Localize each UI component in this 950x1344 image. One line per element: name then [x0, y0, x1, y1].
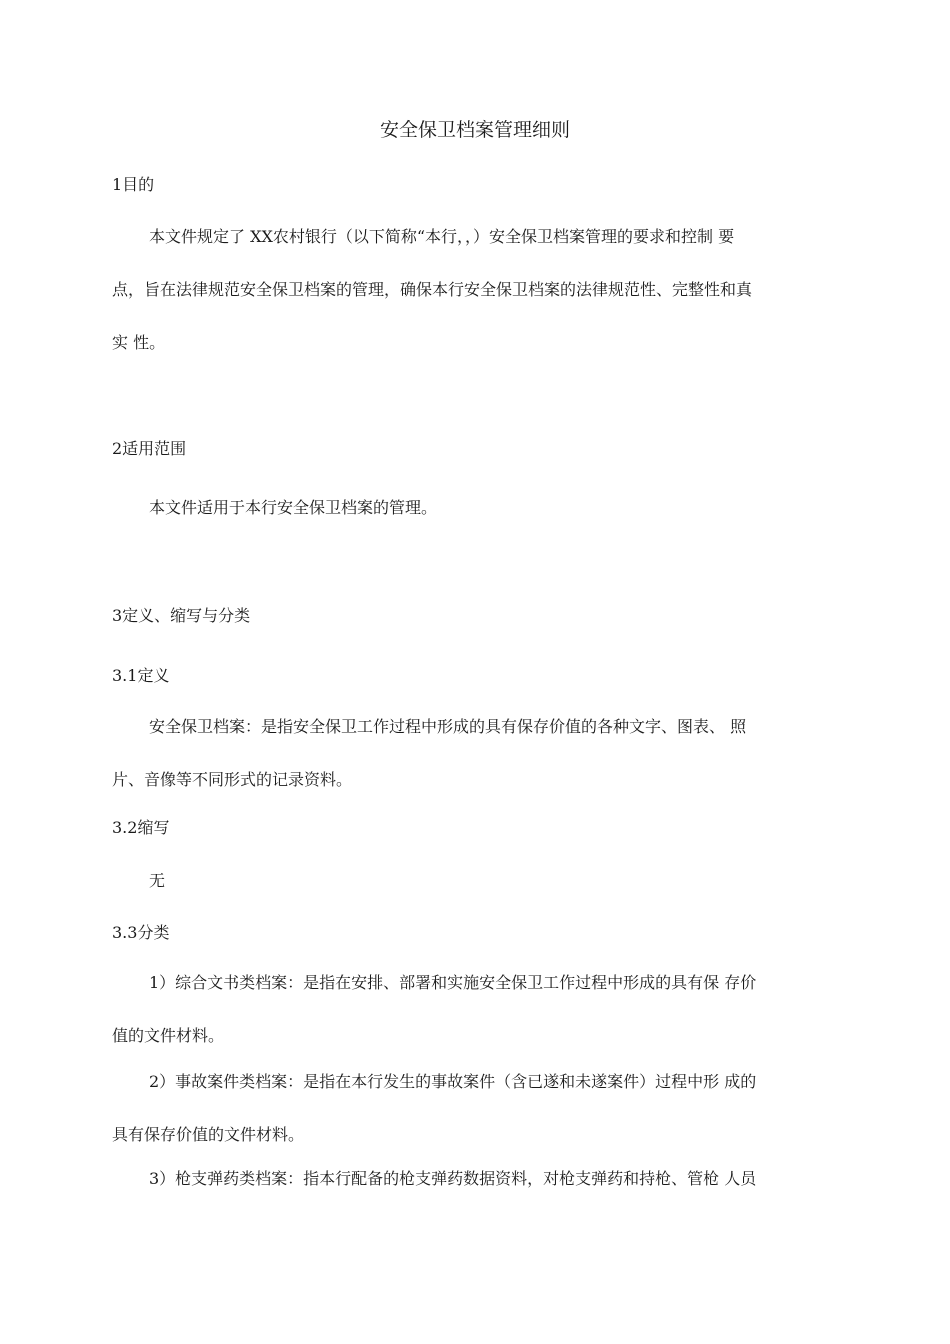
section-2-paragraph — [112, 493, 844, 523]
paragraph-line: 值的文件材料。 — [112, 1026, 225, 1045]
list-item — [112, 1164, 844, 1194]
section-1-heading: 1目的 — [112, 175, 155, 194]
paragraph-line: 2）事故案件类档案：是指在本行发生的事故案件（含已遂和未遂案件）过程中形 成的 — [149, 1072, 757, 1091]
paragraph-line: 3）枪支弹药类档案：指本行配备的枪支弹药数据资料，对枪支弹药和持枪、管枪 人员 — [149, 1169, 757, 1188]
section-1-paragraph — [112, 222, 844, 358]
paragraph-line: 1）综合文书类档案：是指在安排、部署和实施安全保卫工作过程中形成的具有保 存价 — [149, 973, 757, 992]
section-3-2-paragraph — [112, 866, 844, 896]
paragraph-line: 点，旨在法律规范安全保卫档案的管理，确保本行安全保卫档案的法律规范性、完整性和真 — [112, 280, 753, 299]
paragraph-line: 无 — [149, 871, 166, 890]
section-3-3-heading: 3.3分类 — [112, 923, 170, 942]
section-3-2-heading: 3.2缩写 — [112, 818, 170, 837]
section-3-heading: 3定义、缩写与分类 — [112, 606, 251, 625]
paragraph-line: 安全保卫档案：是指安全保卫工作过程中形成的具有保存价值的各种文字、图表、 照 — [149, 717, 747, 736]
section-3-1-heading: 3.1定义 — [112, 666, 170, 685]
document-title: 安全保卫档案管理细则 — [379, 119, 570, 141]
list-item — [112, 968, 844, 1051]
paragraph-line: 本文件规定了 XX农村银行（以下简称“本行，，）安全保卫档案管理的要求和控制 要 — [149, 227, 735, 246]
paragraph-line: 实 性。 — [112, 333, 166, 352]
section-3-1-paragraph — [112, 712, 844, 795]
paragraph-line: 片、音像等不同形式的记录资料。 — [112, 770, 353, 789]
list-item — [112, 1067, 844, 1150]
paragraph-line: 本文件适用于本行安全保卫档案的管理。 — [149, 498, 438, 517]
paragraph-line: 具有保存价值的文件材料。 — [112, 1125, 305, 1144]
section-2-heading: 2适用范围 — [112, 439, 187, 458]
